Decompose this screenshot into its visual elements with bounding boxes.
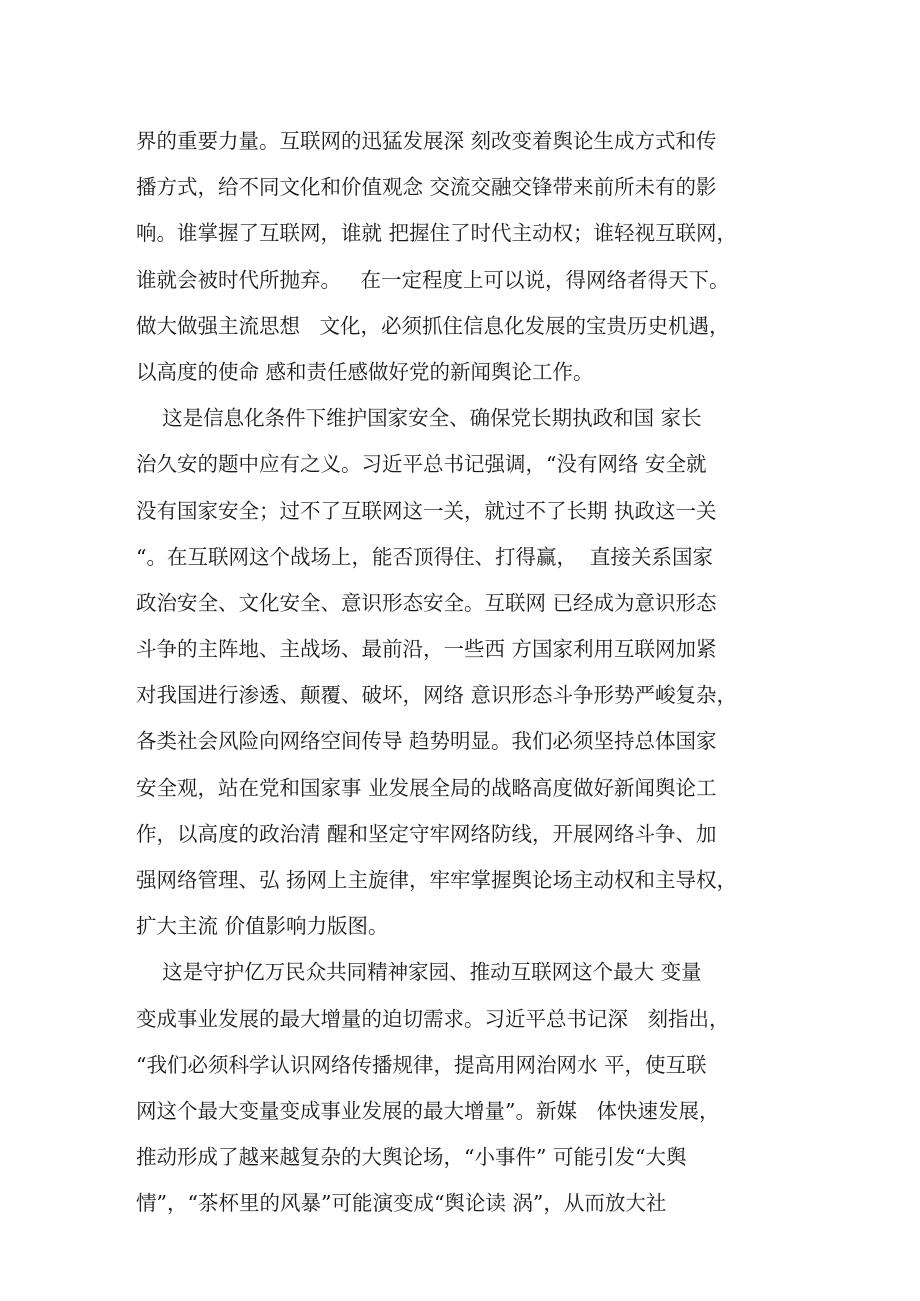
text-line: 播方式，给不同文化和价值观念 交流交融交锋带来前所未有的影 xyxy=(136,175,717,200)
text-line: 强网络管理、弘 扬网上主旋律，牢牢掌握舆论场主动权和主导权， xyxy=(136,868,738,892)
text-line: 治久安的题中应有之义。习近平总书记强调，“没有网络 安全就 xyxy=(136,452,707,477)
text-line: 扩大主流 价值影响力版图。 xyxy=(136,914,389,939)
text-line: 谁就会被时代所抛弃。 在一定程度上可以说，得网络者得天下。 xyxy=(136,267,730,292)
text-line: 推动形成了越来越复杂的大舆论场，“小事件” 可能引发“大舆 xyxy=(136,1145,687,1170)
text-line: 响。谁掌握了互联网，谁就 把握住了时代主动权；谁轻视互联网， xyxy=(136,221,738,246)
text-line: 界的重要力量。互联网的迅猛发展深 刻改变着舆论生成方式和传 xyxy=(136,129,717,153)
text-line: 政治安全、文化安全、意识形态安全。互联网 已经成为意识形态 xyxy=(136,590,717,615)
text-line: “。在互联网这个战场上，能否顶得住、打得赢， 直接关系国家 xyxy=(136,544,714,569)
text-line: 没有国家安全；过不了互联网这一关，就过不了长期 执政这一关 xyxy=(136,498,717,523)
text-line: 作，以高度的政治清 醒和坚定守牢网络防线，开展网络斗争、加 xyxy=(136,821,717,846)
text-line: 变成事业发展的最大增量的迫切需求。习近平总书记深 刻指出， xyxy=(136,1006,730,1031)
text-line: 安全观，站在党和国家事 业发展全局的战略高度做好新闻舆论工 xyxy=(136,775,717,800)
text-line: 对我国进行渗透、颠覆、破坏，网络 意识形态斗争形势严峻复杂， xyxy=(136,683,738,708)
text-line: 这是守护亿万民众共同精神家园、推动互联网这个最大 变量 xyxy=(136,960,702,985)
document-body xyxy=(136,118,796,1227)
text-line: “我们必须科学认识网络传播规律，提高用网治网水 平，使互联 xyxy=(136,1052,707,1077)
text-line: 斗争的主阵地、主战场、最前沿，一些西 方国家利用互联网加紧 xyxy=(136,637,717,662)
text-line: 各类社会风险向网络空间传导 趋势明显。我们必须坚持总体国家 xyxy=(136,729,717,754)
text-line: 这是信息化条件下维护国家安全、确保党长期执政和国 家长 xyxy=(136,406,702,431)
text-line: 做大做强主流思想 文化，必须抓住信息化发展的宝贵历史机遇， xyxy=(136,313,730,338)
text-line: 以高度的使命 感和责任感做好党的新闻舆论工作。 xyxy=(136,359,594,384)
text-line: 网这个最大变量变成事业发展的最大增量”。新媒 体快速发展， xyxy=(136,1098,720,1123)
text-line: 情”，“茶杯里的风暴”可能演变成“舆论读 涡”，从而放大社 xyxy=(136,1191,667,1216)
